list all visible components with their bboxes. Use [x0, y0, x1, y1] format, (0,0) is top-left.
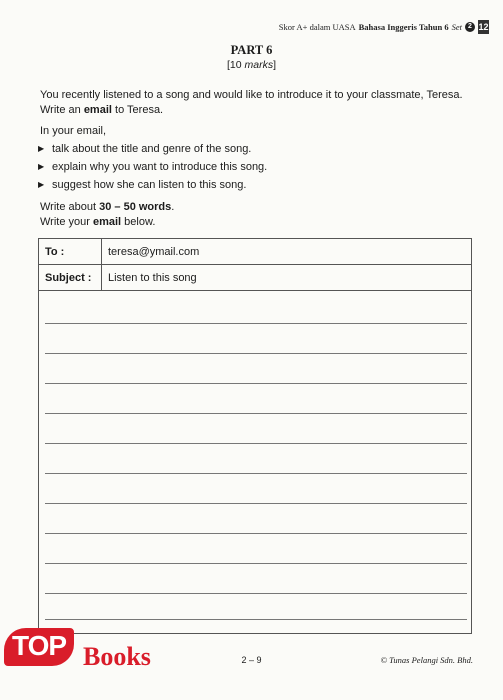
- part-marks: [10 marks]: [226, 59, 277, 71]
- header-subject: Bahasa Inggeris Tahun 6: [358, 22, 449, 32]
- triangle-bullet-icon: ▶: [38, 144, 45, 153]
- part-title: PART 6: [230, 43, 273, 57]
- triangle-bullet-icon: ▶: [38, 180, 45, 189]
- writing-line[interactable]: [45, 563, 467, 564]
- instruction-line-1: You recently listened to a song and would like to introduce it to your classmate, Teresa.: [40, 89, 463, 101]
- subject-row: [39, 265, 471, 291]
- copyright-text: © Tunas Pelangi Sdn. Bhd.: [380, 655, 473, 665]
- list-item: ▶ suggest how she can listen to this song.: [38, 176, 267, 194]
- writing-line[interactable]: [45, 383, 467, 384]
- to-value: teresa@ymail.com: [108, 245, 200, 258]
- list-item: ▶ talk about the title and genre of the song.: [38, 140, 267, 158]
- instruction-intro: [40, 88, 463, 118]
- writing-line[interactable]: [45, 413, 467, 414]
- subject-value: Listen to this song: [108, 271, 197, 284]
- page-number: 2 – 9: [241, 655, 262, 665]
- in-your-email-label: In your email,: [40, 125, 107, 137]
- header-book-name: Skor A+ dalam UASA: [278, 22, 356, 32]
- set-number-badge: 2: [465, 22, 475, 32]
- writing-line[interactable]: [45, 353, 467, 354]
- writing-line[interactable]: [45, 323, 467, 324]
- triangle-bullet-icon: ▶: [38, 162, 45, 171]
- header-corner-badge: 12: [478, 22, 489, 32]
- writing-line[interactable]: [45, 593, 467, 594]
- to-row: [39, 239, 471, 265]
- list-item: ▶ explain why you want to introduce this song.: [38, 158, 267, 176]
- subject-label: Subject :: [39, 265, 102, 290]
- instruction-line-2: Write an email to Teresa.: [40, 104, 164, 116]
- to-label: To :: [39, 239, 102, 264]
- writing-line[interactable]: [45, 473, 467, 474]
- writing-line[interactable]: [45, 503, 467, 504]
- topbooks-logo: [0, 620, 190, 686]
- writing-line[interactable]: [45, 443, 467, 444]
- logo-books-text: Books: [83, 642, 151, 671]
- email-answer-box: [38, 238, 472, 634]
- header-set-label: Set: [451, 22, 462, 32]
- word-count-instruction: Write about 30 – 50 words. Write your email below.: [40, 201, 175, 228]
- task-bullet-list: [38, 140, 267, 194]
- logo-top-text: TOP: [4, 628, 74, 666]
- writing-line[interactable]: [45, 533, 467, 534]
- page-header: [279, 20, 489, 34]
